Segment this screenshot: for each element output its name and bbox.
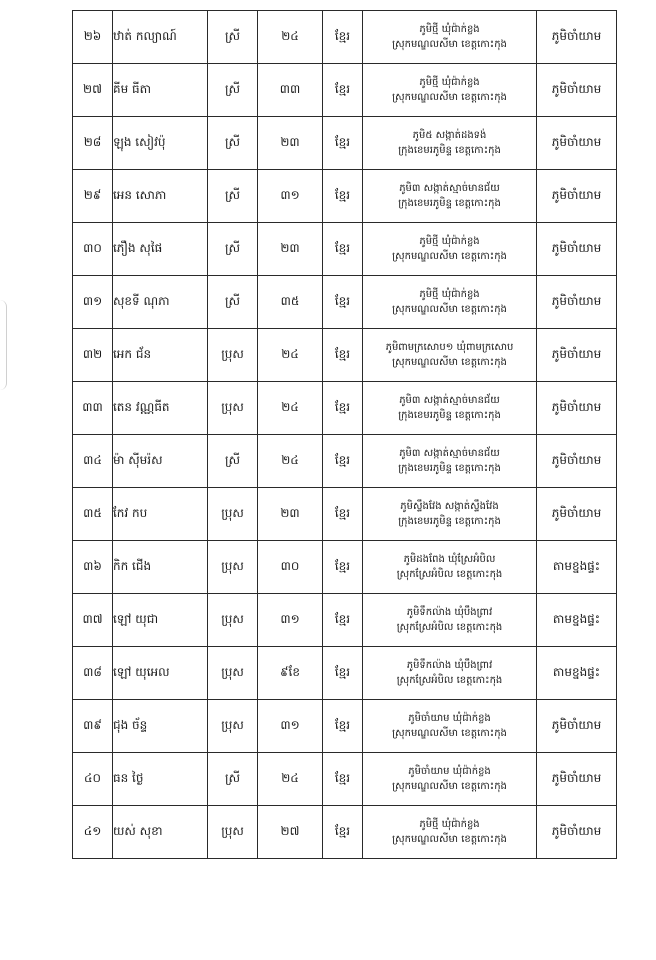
address-line-1: ភូមិថ្មី ឃុំជ៉ាក់ខ្លង: [419, 24, 480, 35]
address-line-2: ស្រុកមណ្ឌលសីមា ខេត្តកោះកុង: [392, 251, 507, 262]
person-address: [363, 647, 537, 700]
table-row: [73, 806, 617, 859]
person-ethnicity: ខ្មែរ: [323, 276, 363, 329]
person-sex: ស្រី: [208, 64, 258, 117]
person-ethnicity: ខ្មែរ: [323, 700, 363, 753]
address-line-2: ស្រុកមណ្ឌលសីមា ខេត្តកោះកុង: [392, 92, 507, 103]
residence-location: ភូមិចាំយាម: [537, 488, 617, 541]
row-number: ៣០: [73, 223, 113, 276]
table-row: [73, 541, 617, 594]
residence-location: តាមខ្នងផ្ទះ: [537, 541, 617, 594]
person-name: ភឿង សុផៃ: [113, 223, 208, 276]
person-sex: ប្រុស: [208, 488, 258, 541]
residence-location: ភូមិចាំយាម: [537, 276, 617, 329]
person-address: [363, 594, 537, 647]
address-line-2: ស្រុកមណ្ឌលសីមា ខេត្តកោះកុង: [392, 781, 507, 792]
person-name: ឡៅ យុអេល: [113, 647, 208, 700]
person-name: សុខទី ណុភា: [113, 276, 208, 329]
person-name: កែវ កប: [113, 488, 208, 541]
person-address: [363, 170, 537, 223]
person-address: [363, 435, 537, 488]
person-ethnicity: ខ្មែរ: [323, 11, 363, 64]
person-age: ៩ខែ: [258, 647, 323, 700]
person-ethnicity: ខ្មែរ: [323, 223, 363, 276]
address-line-2: ស្រុកស្រែអំបិល ខេត្តកោះកុង: [396, 569, 503, 580]
person-ethnicity: ខ្មែរ: [323, 488, 363, 541]
person-address: [363, 11, 537, 64]
residence-location: ភូមិចាំយាម: [537, 223, 617, 276]
person-sex: ប្រុស: [208, 806, 258, 859]
address-line-1: ភូមិពាមក្រសោប១ ឃុំពាមក្រសោប: [385, 342, 514, 353]
person-name: គីម ធីតា: [113, 64, 208, 117]
table-row: [73, 117, 617, 170]
address-line-1: ភូមិថ្មី ឃុំជ៉ាក់ខ្លង: [419, 236, 480, 247]
person-ethnicity: ខ្មែរ: [323, 170, 363, 223]
person-name: ឡុង សៀវប៉ុ: [113, 117, 208, 170]
residence-location: ភូមិចាំយាម: [537, 806, 617, 859]
person-age: ៣៣: [258, 64, 323, 117]
person-name: ឡៅ យុជា: [113, 594, 208, 647]
person-address: [363, 276, 537, 329]
person-ethnicity: ខ្មែរ: [323, 382, 363, 435]
person-ethnicity: ខ្មែរ: [323, 64, 363, 117]
person-address: [363, 64, 537, 117]
table-row: [73, 64, 617, 117]
row-number: ៤១: [73, 806, 113, 859]
person-sex: ស្រី: [208, 223, 258, 276]
person-name: ឋាត់ កល្យាណ៍: [113, 11, 208, 64]
person-address: [363, 700, 537, 753]
address-line-1: ភូមិថ្មី ឃុំជ៉ាក់ខ្លង: [419, 77, 480, 88]
address-line-1: ភូមិចាំយាម ឃុំជ៉ាក់ខ្លង: [408, 766, 491, 777]
address-line-2: ស្រុកមណ្ឌលសីមា ខេត្តកោះកុង: [392, 304, 507, 315]
person-address: [363, 488, 537, 541]
row-number: ៤០: [73, 753, 113, 806]
address-line-1: ភូមិ៣ សង្កាត់ស្មាច់មានជ័យ: [399, 448, 500, 459]
records-body: [73, 11, 617, 859]
table-row: [73, 11, 617, 64]
address-line-2: ស្រុកមណ្ឌលសីមា ខេត្តកោះកុង: [392, 728, 507, 739]
residence-location: ភូមិចាំយាម: [537, 64, 617, 117]
address-line-1: ភូមិដងពែង ឃុំស្រែអំបិល: [403, 554, 496, 565]
row-number: ២៩: [73, 170, 113, 223]
residence-location: ភូមិចាំយាម: [537, 170, 617, 223]
person-sex: ស្រី: [208, 753, 258, 806]
residence-location: ភូមិចាំយាម: [537, 11, 617, 64]
table-row: [73, 647, 617, 700]
person-name: ជុង ច័ន្ទ: [113, 700, 208, 753]
person-age: ២៤: [258, 11, 323, 64]
person-sex: ស្រី: [208, 170, 258, 223]
row-number: ៣៤: [73, 435, 113, 488]
records-table: [72, 10, 617, 859]
address-line-1: ភូមិទឹកល៉ាង ឃុំបឹងព្រាវ: [406, 660, 493, 671]
person-ethnicity: ខ្មែរ: [323, 541, 363, 594]
table-row: [73, 170, 617, 223]
address-line-1: ភូមិថ្មី ឃុំជ៉ាក់ខ្លង: [419, 819, 480, 830]
person-age: ២៣: [258, 488, 323, 541]
person-sex: ស្រី: [208, 276, 258, 329]
residence-location: ភូមិចាំយាម: [537, 329, 617, 382]
person-sex: ស្រី: [208, 435, 258, 488]
table-row: [73, 753, 617, 806]
person-age: ៣០: [258, 541, 323, 594]
address-line-2: ស្រុកស្រែអំបិល ខេត្តកោះកុង: [396, 622, 503, 633]
person-name: ម៉ា ស៊ីមរ៉ស: [113, 435, 208, 488]
person-address: [363, 541, 537, 594]
address-line-2: ស្រុកមណ្ឌលសីមា ខេត្តកោះកុង: [392, 357, 507, 368]
row-number: ៣២: [73, 329, 113, 382]
residence-location: ភូមិចាំយាម: [537, 700, 617, 753]
person-name: តេន វណ្ណធីត: [113, 382, 208, 435]
address-line-2: ក្រុងខេមរភូមិន្ទ ខេត្តកោះកុង: [398, 198, 501, 209]
row-number: ៣៩: [73, 700, 113, 753]
row-number: ២៦: [73, 11, 113, 64]
person-name: ធន ថ្ងៃ: [113, 753, 208, 806]
table-row: [73, 276, 617, 329]
person-age: ២៧: [258, 806, 323, 859]
row-number: ៣៥: [73, 488, 113, 541]
table-row: [73, 435, 617, 488]
person-ethnicity: ខ្មែរ: [323, 435, 363, 488]
table-row: [73, 223, 617, 276]
person-age: ៣១: [258, 700, 323, 753]
person-age: ៣៥: [258, 276, 323, 329]
person-address: [363, 223, 537, 276]
address-line-1: ភូមិ៣ សង្កាត់ស្មាច់មានជ័យ: [399, 183, 500, 194]
person-name: កិក ជើង: [113, 541, 208, 594]
person-age: ២៤: [258, 382, 323, 435]
table-row: [73, 594, 617, 647]
address-line-2: ស្រុកមណ្ឌលសីមា ខេត្តកោះកុង: [392, 834, 507, 845]
address-line-2: ស្រុកមណ្ឌលសីមា ខេត្តកោះកុង: [392, 39, 507, 50]
person-name: អេក ជ័ន: [113, 329, 208, 382]
table-row: [73, 329, 617, 382]
address-line-1: ភូមិថ្មី ឃុំជ៉ាក់ខ្លង: [419, 289, 480, 300]
person-age: ២៤: [258, 435, 323, 488]
person-name: អេន សោភា: [113, 170, 208, 223]
person-address: [363, 329, 537, 382]
person-ethnicity: ខ្មែរ: [323, 117, 363, 170]
person-address: [363, 753, 537, 806]
address-line-1: ភូមិទឹកល៉ាង ឃុំបឹងព្រាវ: [406, 607, 493, 618]
row-number: ២៧: [73, 64, 113, 117]
person-ethnicity: ខ្មែរ: [323, 753, 363, 806]
table-row: [73, 488, 617, 541]
address-line-2: ស្រុកស្រែអំបិល ខេត្តកោះកុង: [396, 675, 503, 686]
row-number: ៣១: [73, 276, 113, 329]
address-line-2: ក្រុងខេមរភូមិន្ទ ខេត្តកោះកុង: [398, 463, 501, 474]
person-address: [363, 382, 537, 435]
person-sex: ប្រុស: [208, 541, 258, 594]
person-ethnicity: ខ្មែរ: [323, 806, 363, 859]
person-sex: ប្រុស: [208, 700, 258, 753]
person-sex: ប្រុស: [208, 647, 258, 700]
address-line-2: ក្រុងខេមរភូមិន្ទ ខេត្តកោះកុង: [398, 516, 501, 527]
row-number: ៣៧: [73, 594, 113, 647]
person-sex: ស្រី: [208, 11, 258, 64]
person-ethnicity: ខ្មែរ: [323, 329, 363, 382]
person-age: ២៣: [258, 223, 323, 276]
person-age: ២៣: [258, 117, 323, 170]
page-edge-shadow: [0, 300, 7, 390]
row-number: ២៨: [73, 117, 113, 170]
table-row: [73, 700, 617, 753]
residence-location: តាមខ្នងផ្ទះ: [537, 647, 617, 700]
row-number: ៣៣: [73, 382, 113, 435]
address-line-2: ក្រុងខេមរភូមិន្ទ ខេត្តកោះកុង: [398, 410, 501, 421]
residence-location: តាមខ្នងផ្ទះ: [537, 594, 617, 647]
address-line-1: ភូមិ៣ សង្កាត់ស្មាច់មានជ័យ: [399, 395, 500, 406]
residence-location: ភូមិចាំយាម: [537, 435, 617, 488]
person-sex: ប្រុស: [208, 329, 258, 382]
person-age: ៣១: [258, 594, 323, 647]
address-line-1: ភូមិ៥ សង្កាត់ដងទង់: [412, 130, 487, 141]
person-age: ៣១: [258, 170, 323, 223]
person-ethnicity: ខ្មែរ: [323, 647, 363, 700]
row-number: ៣៦: [73, 541, 113, 594]
person-sex: ប្រុស: [208, 594, 258, 647]
person-address: [363, 117, 537, 170]
person-age: ២៤: [258, 753, 323, 806]
person-ethnicity: ខ្មែរ: [323, 594, 363, 647]
person-sex: ស្រី: [208, 117, 258, 170]
address-line-1: ភូមិចាំយាម ឃុំជ៉ាក់ខ្លង: [408, 713, 491, 724]
person-address: [363, 806, 537, 859]
residence-location: ភូមិចាំយាម: [537, 382, 617, 435]
person-age: ២៤: [258, 329, 323, 382]
person-name: យស់ សុខា: [113, 806, 208, 859]
residence-location: ភូមិចាំយាម: [537, 753, 617, 806]
address-line-2: ក្រុងខេមរភូមិន្ទ ខេត្តកោះកុង: [398, 145, 501, 156]
residence-location: ភូមិចាំយាម: [537, 117, 617, 170]
person-sex: ប្រុស: [208, 382, 258, 435]
table-row: [73, 382, 617, 435]
row-number: ៣៨: [73, 647, 113, 700]
address-line-1: ភូមិស្ទឹងវែង សង្កាត់ស្ទឹងវែង: [400, 501, 499, 512]
